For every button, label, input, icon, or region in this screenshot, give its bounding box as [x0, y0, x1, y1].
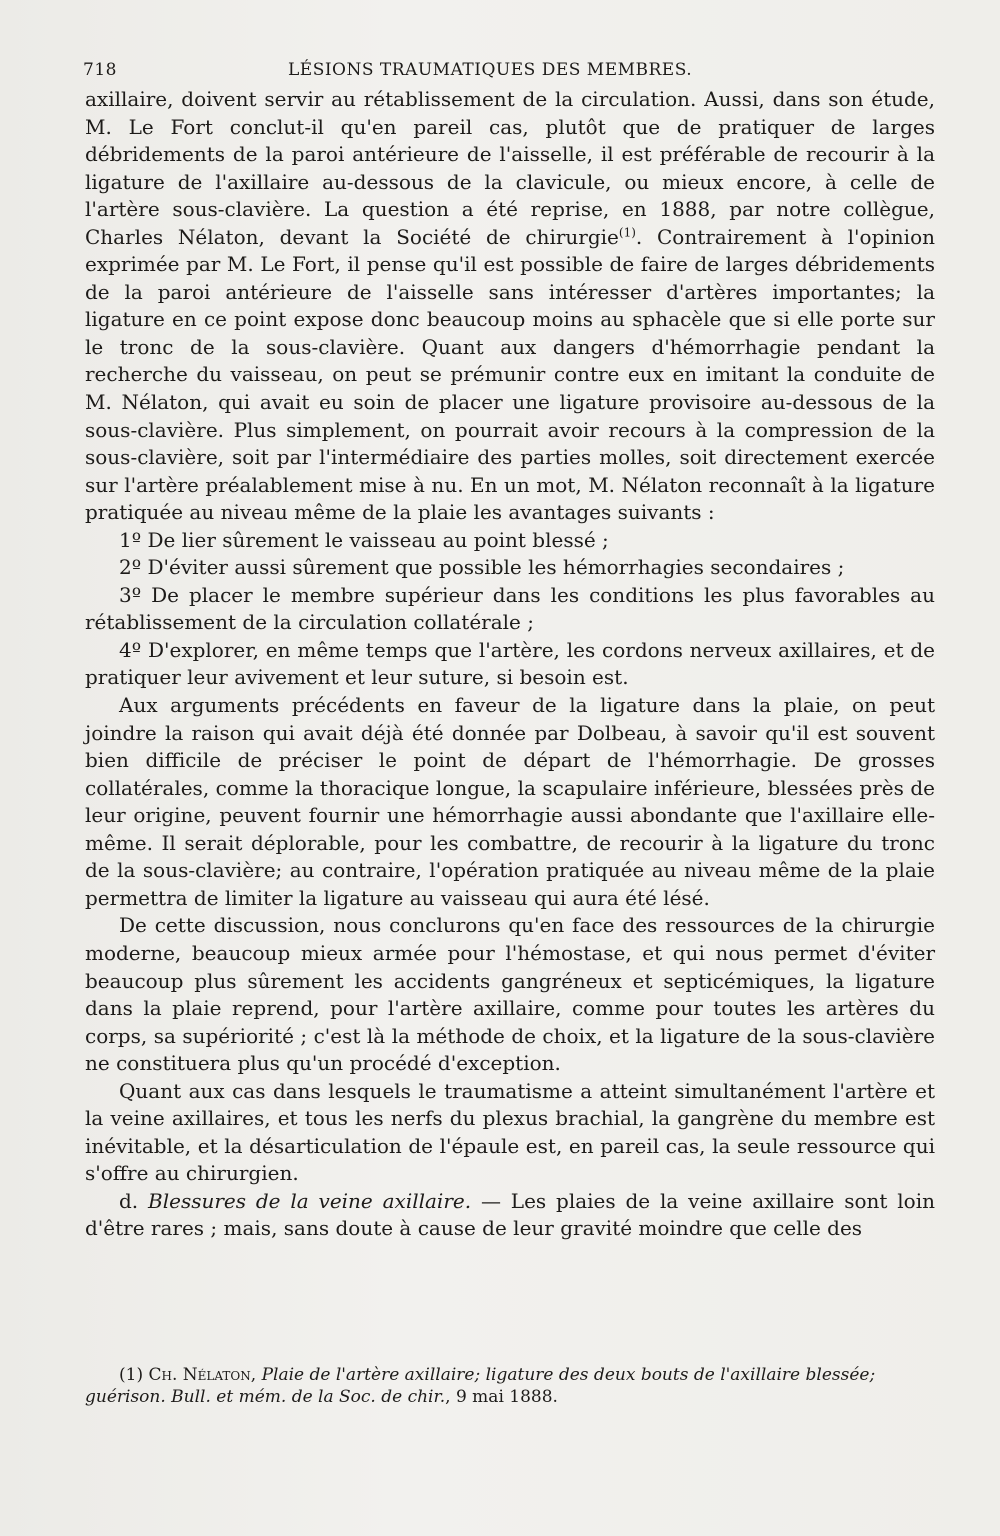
paragraph-1 [85, 86, 935, 527]
footnote-date: , 9 mai 1888. [445, 1387, 558, 1407]
paragraph-1-continued: . Contrairement à l'opinion exprimée par M. Le Fort, il pense qu'il est possible de faire de larges débridements de la paroi antérieure de l'aisselle sans intéresser d'artères importantes; la ligature en ce point expose donc beaucoup moins au sphacèle que si elle porte sur le tronc de la sous-clavière. Quant aux dangers d'hémorrhagie pendant la recherche du vaisseau, on peut se prémunir contre eux en imitant la conduite de M. Nélaton, qui avait eu soin de placer une ligature provisoire au-dessous de la sous-clavière. Plus simplement, on pourrait avoir recours à la compression de la sous-clavière, soit par l'intermédiaire des parties molles, soit directement exercée sur l'artère préalablement mise à nu. En un mot, M. Nélaton reconnaît à la ligature pratiquée au niveau même de la plaie les avantages suivants : [85, 224, 935, 525]
footnote-author: Ch. Nélaton [148, 1365, 251, 1385]
paragraph-3: De cette discussion, nous conclurons qu'en face des ressources de la chirurgie moderne, beaucoup mieux armée pour l'hémostase, et qui nous permet d'éviter beaucoup plus sûrement les accidents gangréneux et septicémiques, la ligature dans la plaie reprend, pour l'artère axillaire, comme pour toutes les artères du corps, sa supériorité ; c'est là la méthode de choix, et la ligature de la sous-clavière ne constituera plus qu'un procédé d'exception. [85, 913, 935, 1076]
running-title: LÉSIONS TRAUMATIQUES DES MEMBRES. [288, 60, 693, 80]
section-heading: Blessures de la veine axillaire. [148, 1188, 472, 1213]
page-number: 718 [83, 60, 117, 80]
paragraph-2: Aux arguments précédents en faveur de la ligature dans la plaie, on peut joindre la raison qui avait déjà été donnée par Dolbeau, à savoir qu'il est souvent bien difficile de préciser le point de départ de l'hémorrhagie. De grosses collatérales, comme la thoracique longue, la scapulaire inférieure, blessées près de leur origine, peuvent fournir une hémorrhagie aussi abondante que l'axillaire elle-même. Il serait déplorable, pour les combattre, de recourir à la ligature du tronc de la sous-clavière; au contraire, l'opération pratiquée au niveau même de la plaie permettra de limiter la ligature au vaisseau qui aura été lésé. [85, 693, 935, 910]
footnote-citation: Plaie de l'artère axillaire; ligature des deux bouts de l'axillaire blessée; guérison. Bull. et mém. de la Soc. de chir. [85, 1365, 876, 1407]
list-item-1: 1º De lier sûrement le vaisseau au point blessé ; [119, 527, 609, 552]
list-item-4: 4º D'explorer, en même temps que l'artère, les cordons nerveux axillaires, et de pratiquer leur avivement et leur suture, si besoin est. [85, 637, 935, 690]
list-item-3: 3º De placer le membre supérieur dans les conditions les plus favorables au rétablissement de la circulation collatérale ; [85, 582, 935, 635]
section-letter: d. [119, 1188, 149, 1213]
footnote-marker: (1) [119, 1365, 144, 1385]
footnote-separator: , [250, 1365, 262, 1385]
footnote-ref[interactable]: (1) [618, 225, 636, 240]
list-item-2: 2º D'éviter aussi sûrement que possible les hémorrhagies secondaires ; [119, 555, 845, 580]
paragraph-5-text: — Les plaies de la veine axillaire sont loin d'être rares ; mais, sans doute à cause de leur gravité moindre que celle des [85, 1188, 935, 1241]
footnote [85, 1364, 935, 1408]
body-text [85, 86, 935, 1243]
paragraph-4: Quant aux cas dans lesquels le traumatisme a atteint simultanément l'artère et la veine axillaires, et tous les nerfs du plexus brachial, la gangrène du membre est inévitable, et la désarticulation de l'épaule est, en pareil cas, la seule ressource qui s'offre au chirurgien. [85, 1078, 935, 1186]
paragraph-5 [85, 1188, 935, 1243]
paragraph-1-text: axillaire, doivent servir au rétablissement de la circulation. Aussi, dans son étude, M. Le Fort conclut-il qu'en pareil cas, plutôt que de pratiquer de larges débridements de la paroi antérieure de l'aisselle, il est préférable de recourir à la ligature de l'axillaire au-dessous de la clavicule, ou mieux encore, à celle de l'artère sous-clavière. La question a été reprise, en 1888, par notre collègue, Charles Nélaton, devant la Société de chirurgie [85, 87, 935, 249]
